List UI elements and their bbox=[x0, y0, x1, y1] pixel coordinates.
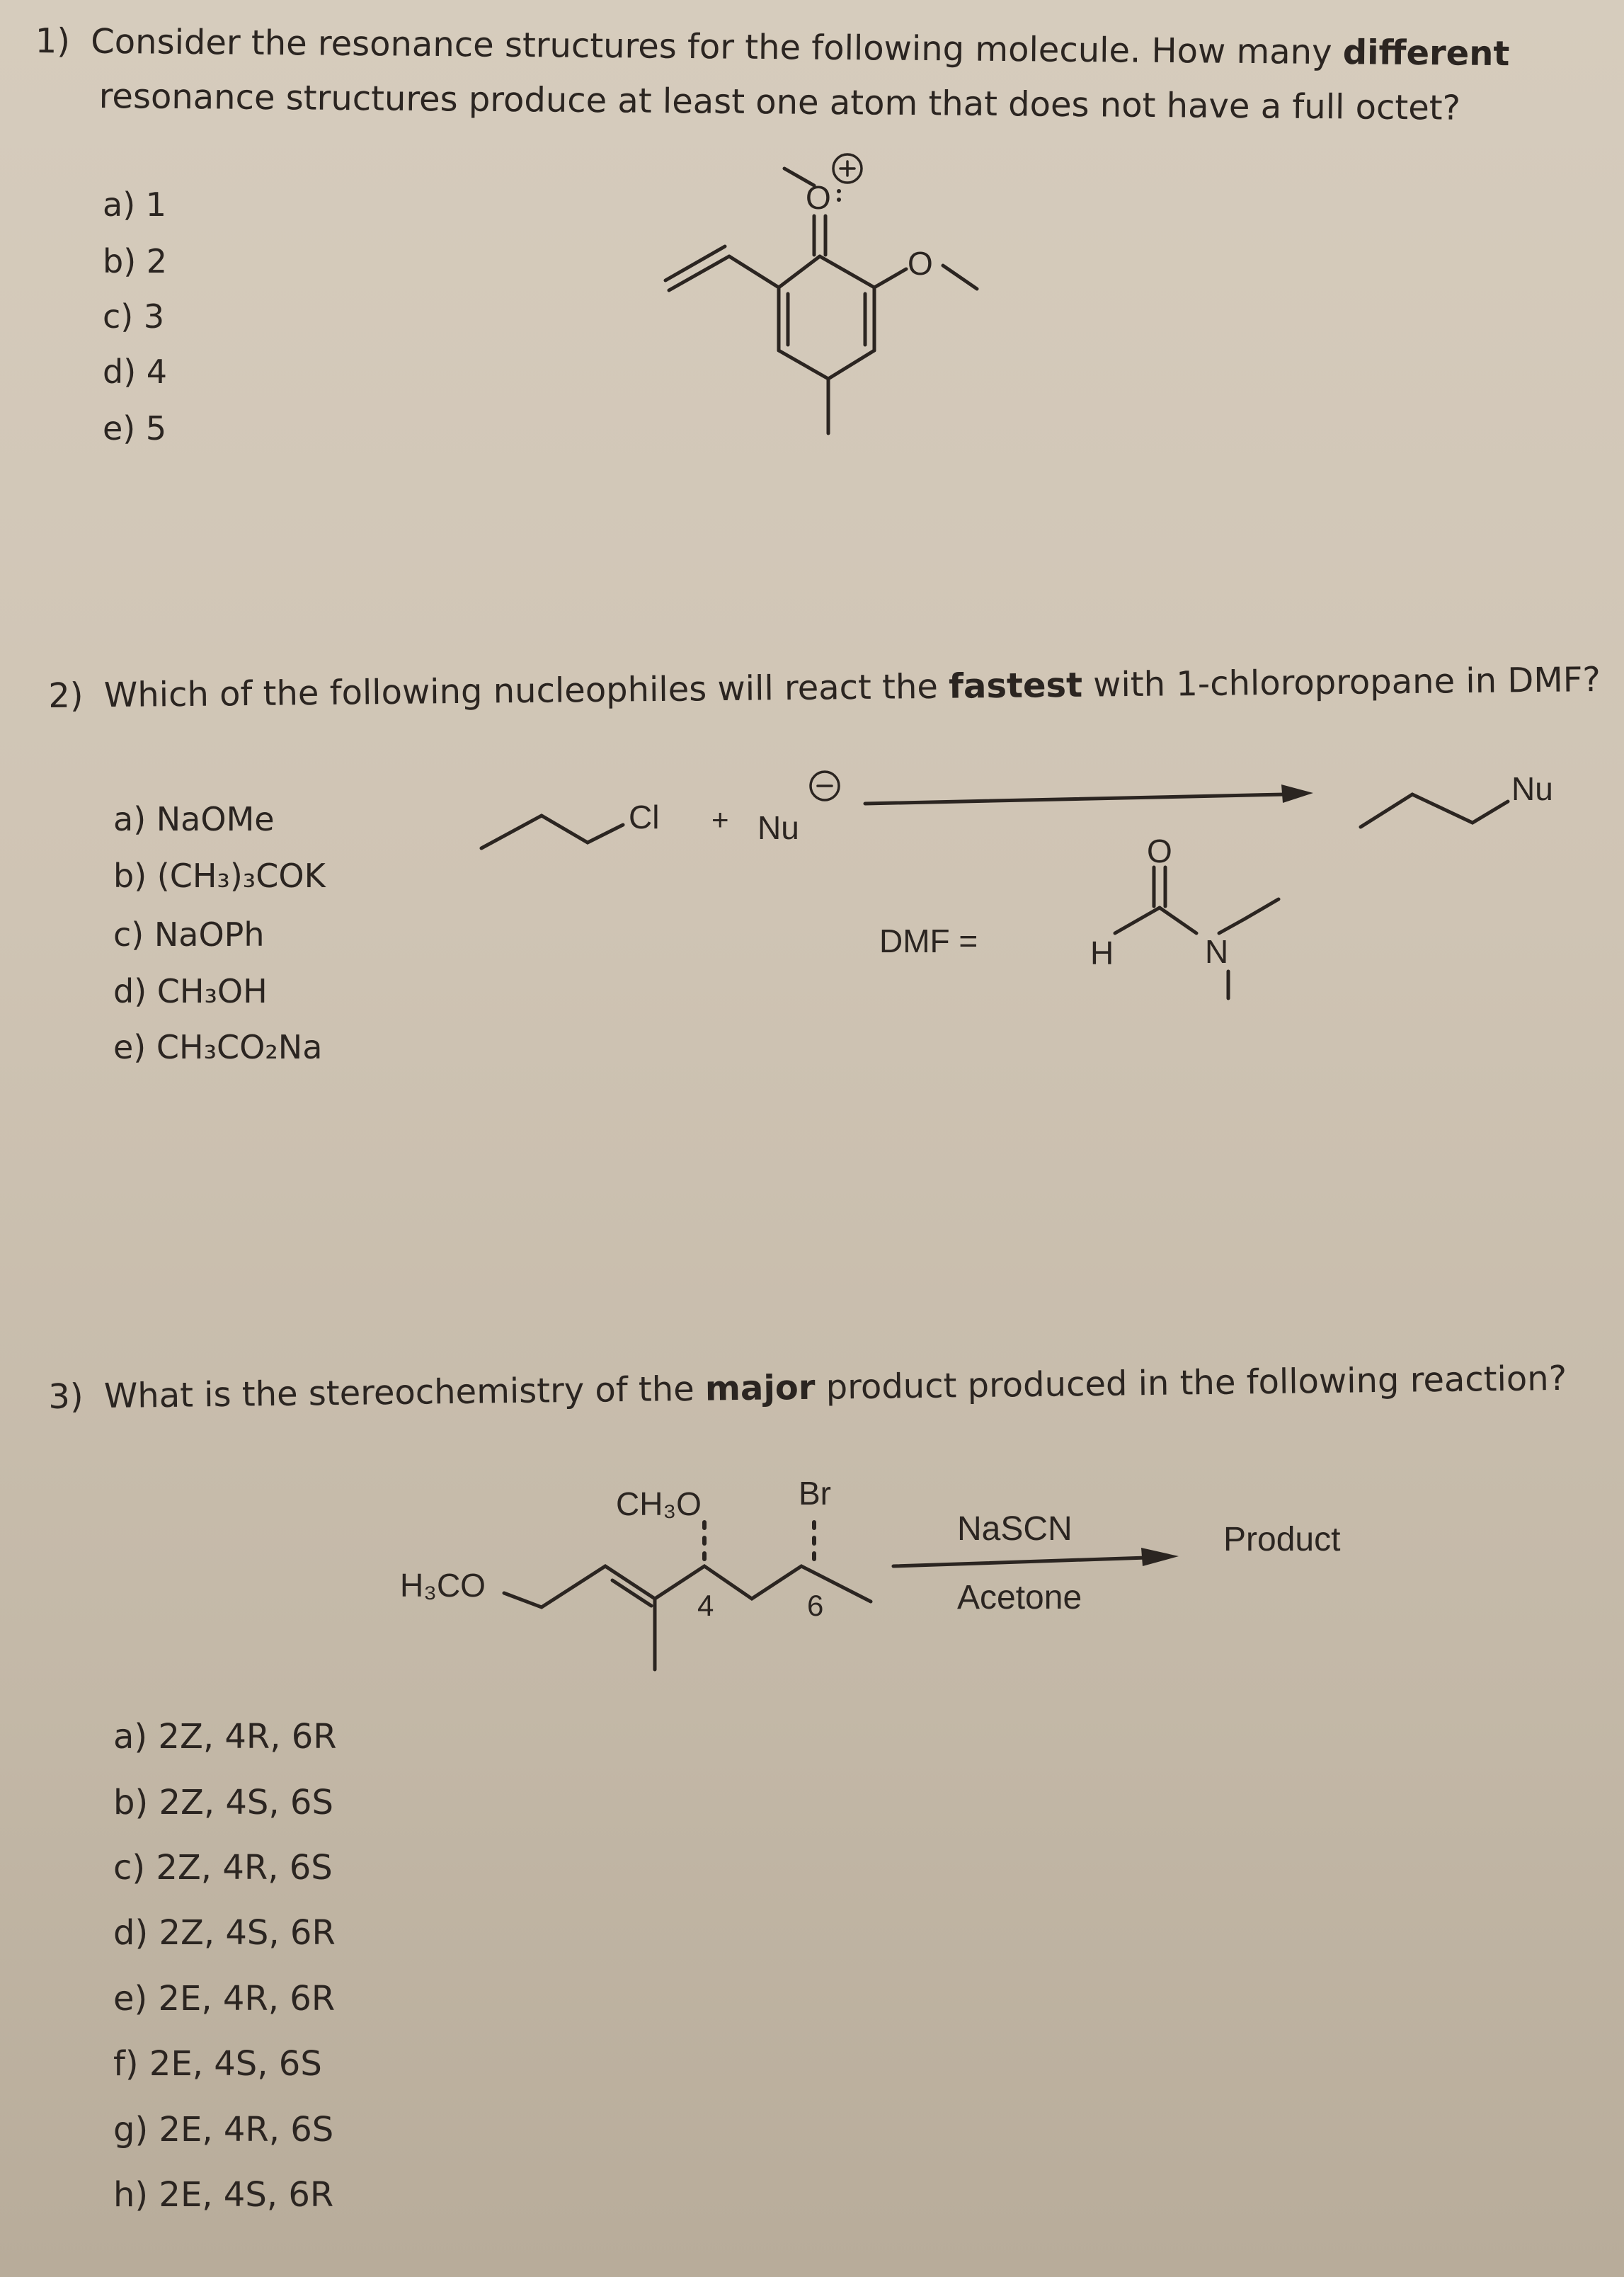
q2-plus: + bbox=[711, 803, 729, 836]
q1-ether-o: O bbox=[908, 245, 933, 282]
q3-ch3o-label: CH₃O bbox=[616, 1485, 702, 1522]
q3-option-c[interactable]: c) 2Z, 4R, 6S bbox=[113, 1848, 333, 1888]
q3-text-bold: major bbox=[704, 1367, 816, 1409]
q2-nu-label: Nu bbox=[757, 809, 799, 846]
q1-text-a: Consider the resonance structures for the following molecule. How many bbox=[91, 21, 1344, 73]
q2-dmf-label: DMF = bbox=[879, 923, 978, 959]
q3-option-g[interactable]: g) 2E, 4R, 6S bbox=[113, 2110, 334, 2150]
q3-product: Product bbox=[1223, 1521, 1341, 1558]
q3-c4-label: 4 bbox=[697, 1589, 714, 1622]
q2-number: 2) bbox=[48, 675, 84, 716]
q2-dmf-n: N bbox=[1205, 933, 1229, 970]
q2-cl-label: Cl bbox=[629, 799, 660, 835]
q2-product-nu: Nu bbox=[1511, 770, 1553, 807]
q2-text-b: with 1-chloropropane in DMF? bbox=[1082, 660, 1601, 705]
q3-text-a: What is the stereochemistry of the bbox=[103, 1369, 706, 1417]
q2-option-c[interactable]: c) NaOPh bbox=[113, 915, 265, 954]
q3-option-d[interactable]: d) 2Z, 4S, 6R bbox=[113, 1913, 336, 1953]
q1-option-b[interactable]: b) 2 bbox=[103, 242, 168, 280]
q1-option-a[interactable]: a) 1 bbox=[103, 186, 167, 224]
q3-text-b: product produced in the following reaction? bbox=[815, 1358, 1567, 1408]
q1-prompt-line2: resonance structures produce at least one atom that does not have a full octet? bbox=[98, 76, 1461, 128]
q3-c6-label: 6 bbox=[807, 1589, 824, 1622]
q2-option-e[interactable]: e) CH₃CO₂Na bbox=[113, 1028, 323, 1066]
q1-option-d[interactable]: d) 4 bbox=[103, 353, 168, 391]
q2-option-d[interactable]: d) CH₃OH bbox=[113, 972, 268, 1010]
q3-option-e[interactable]: e) 2E, 4R, 6R bbox=[113, 1979, 336, 2019]
q3-option-h[interactable]: h) 2E, 4S, 6R bbox=[113, 2175, 334, 2215]
q3-br-label: Br bbox=[799, 1475, 831, 1512]
q3-number: 3) bbox=[48, 1376, 84, 1417]
q2-option-b[interactable]: b) (CH₃)₃COK bbox=[113, 857, 326, 895]
q1-oxonium-o: O bbox=[806, 179, 831, 216]
q1-number: 1) bbox=[35, 21, 71, 62]
q3-reagent: NaSCN bbox=[957, 1510, 1073, 1548]
q2-option-a[interactable]: a) NaOMe bbox=[113, 800, 275, 838]
q2-dmf-h: H bbox=[1090, 935, 1114, 971]
q2-text-a: Which of the following nucleophiles will react the bbox=[103, 666, 949, 716]
q3-option-a[interactable]: a) 2Z, 4R, 6R bbox=[113, 1717, 337, 1757]
q3-solvent: Acetone bbox=[957, 1579, 1082, 1616]
q3-h3co-label: H₃CO bbox=[400, 1567, 486, 1604]
q1-text-bold: different bbox=[1342, 33, 1510, 74]
q3-option-b[interactable]: b) 2Z, 4S, 6S bbox=[113, 1783, 333, 1822]
q1-option-e[interactable]: e) 5 bbox=[103, 409, 167, 447]
q3-option-f[interactable]: f) 2E, 4S, 6S bbox=[113, 2044, 322, 2084]
q2-dmf-o: O bbox=[1147, 833, 1172, 869]
q2-text-bold: fastest bbox=[948, 665, 1083, 707]
q1-option-c[interactable]: c) 3 bbox=[103, 297, 165, 336]
